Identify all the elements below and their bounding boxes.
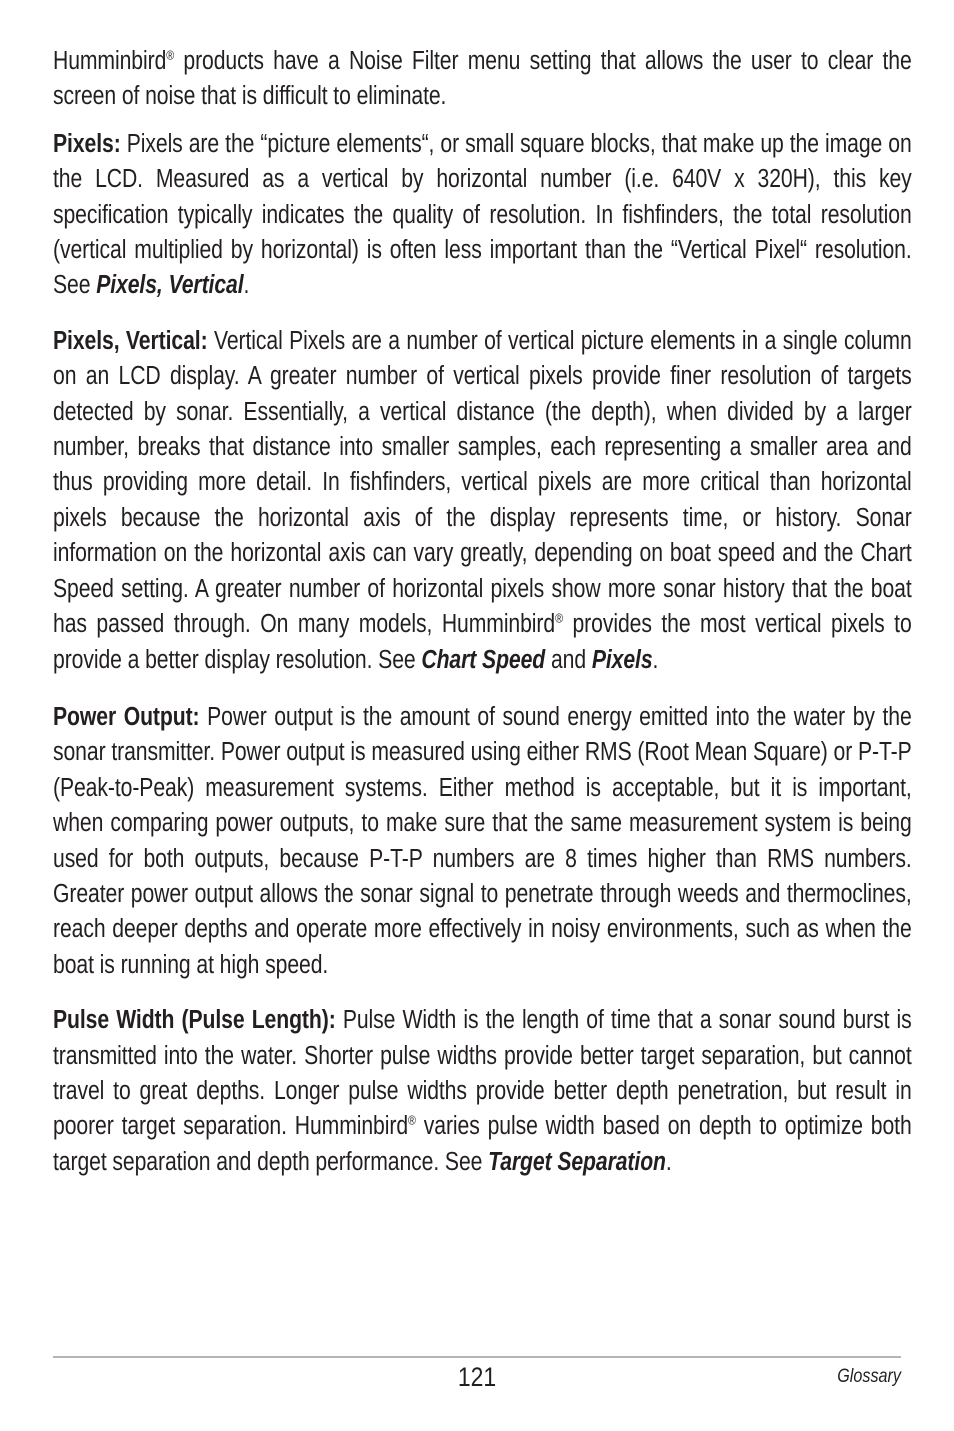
intro-paragraph xyxy=(53,44,912,115)
registered-mark: ® xyxy=(555,610,563,626)
entry-end: . xyxy=(652,645,659,674)
page-number: 121 xyxy=(457,1362,497,1392)
entry-end: . xyxy=(665,1147,672,1176)
glossary-content xyxy=(53,44,912,1180)
glossary-entry-pixels xyxy=(53,127,912,304)
cross-reference: Pixels, Vertical xyxy=(96,271,244,300)
footer-divider xyxy=(53,1356,901,1358)
entry-definition: Pulse Width is the length of time that a sonar sound burst is transmitted into the water. Shorter pulse widths provide better target separation, but cannot travel to great depths. Longer pulse widths provide better depth penetration, but result in poorer target separation. Humminbird xyxy=(53,1006,912,1141)
entry-term: Pixels: xyxy=(53,129,121,158)
cross-reference: Target Separation xyxy=(488,1147,666,1176)
cross-reference: Chart Speed xyxy=(421,645,546,674)
entry-term: Power Output: xyxy=(53,702,200,731)
entry-term: Pulse Width (Pulse Length): xyxy=(53,1006,336,1035)
registered-mark: ® xyxy=(408,1112,416,1128)
intro-text: Humminbird xyxy=(53,47,167,75)
registered-mark: ® xyxy=(166,47,175,63)
entry-definition: Pixels are the “picture elements“, or small square blocks, that make up the image on the LCD. Measured as a vertical by horizontal number (i.e. 640V x 320H), this key specification typically indicates the quality of resolution. In fishfinders, the total resolution (vertical multiplied by horizontal) is often less important than the “Vertical Pixel“ resolution. See xyxy=(53,129,912,300)
intro-text-continued: products have a Noise Filter menu setting that allows the user to clear the screen of noise that is difficult to eliminate. xyxy=(53,47,912,111)
cross-reference: Pixels xyxy=(591,645,653,674)
glossary-entry-pulse-width xyxy=(53,1003,912,1180)
entry-definition-continued: varies pulse width based on depth to optimize both target separation and depth performance. See xyxy=(53,1112,912,1176)
entry-end: . xyxy=(243,271,250,300)
glossary-entry-power-output xyxy=(53,700,912,983)
entry-definition: Vertical Pixels are a number of vertical picture elements in a single column on an LCD display. A greater number of vertical pixels provide finer resolution of targets detected by sonar. Essentially, a vertical distance (the depth), when divided by a larger number, breaks that distance into smaller samples, each representing a smaller area and thus providing more detail. In fishfinders, vertical pixels are more critical than horizontal pixels because the horizontal axis of the display represents time, or history. Sonar information on the horizontal axis can vary greatly, depending on boat speed and the Chart Speed setting. A greater number of horizontal pixels show more sonar history that the boat has passed through. On many models, Humminbird xyxy=(53,326,912,639)
entry-conjunction: and xyxy=(545,645,592,674)
entry-definition-continued: provides the most vertical pixels to provide a better display resolution. See xyxy=(53,610,912,674)
glossary-entry-pixels-vertical xyxy=(53,324,912,678)
entry-term: Pixels, Vertical: xyxy=(53,326,208,355)
section-label: Glossary xyxy=(837,1366,901,1387)
entry-definition: Power output is the amount of sound energy emitted into the water by the sonar transmitter. Power output is measured using either RMS (Root Mean Square) or P-T-P (Peak-to-Peak) measurement systems. Either method is acceptable, but it is important, when comparing power outputs, to make sure that the same measurement system is being used for both outputs, because P-T-P numbers are 8 times higher than RMS numbers. Greater power output allows the sonar signal to penetrate through weeds and thermoclines, reach deeper depths and operate more effectively in noisy environments, such as when the boat is running at high speed. xyxy=(53,702,912,979)
